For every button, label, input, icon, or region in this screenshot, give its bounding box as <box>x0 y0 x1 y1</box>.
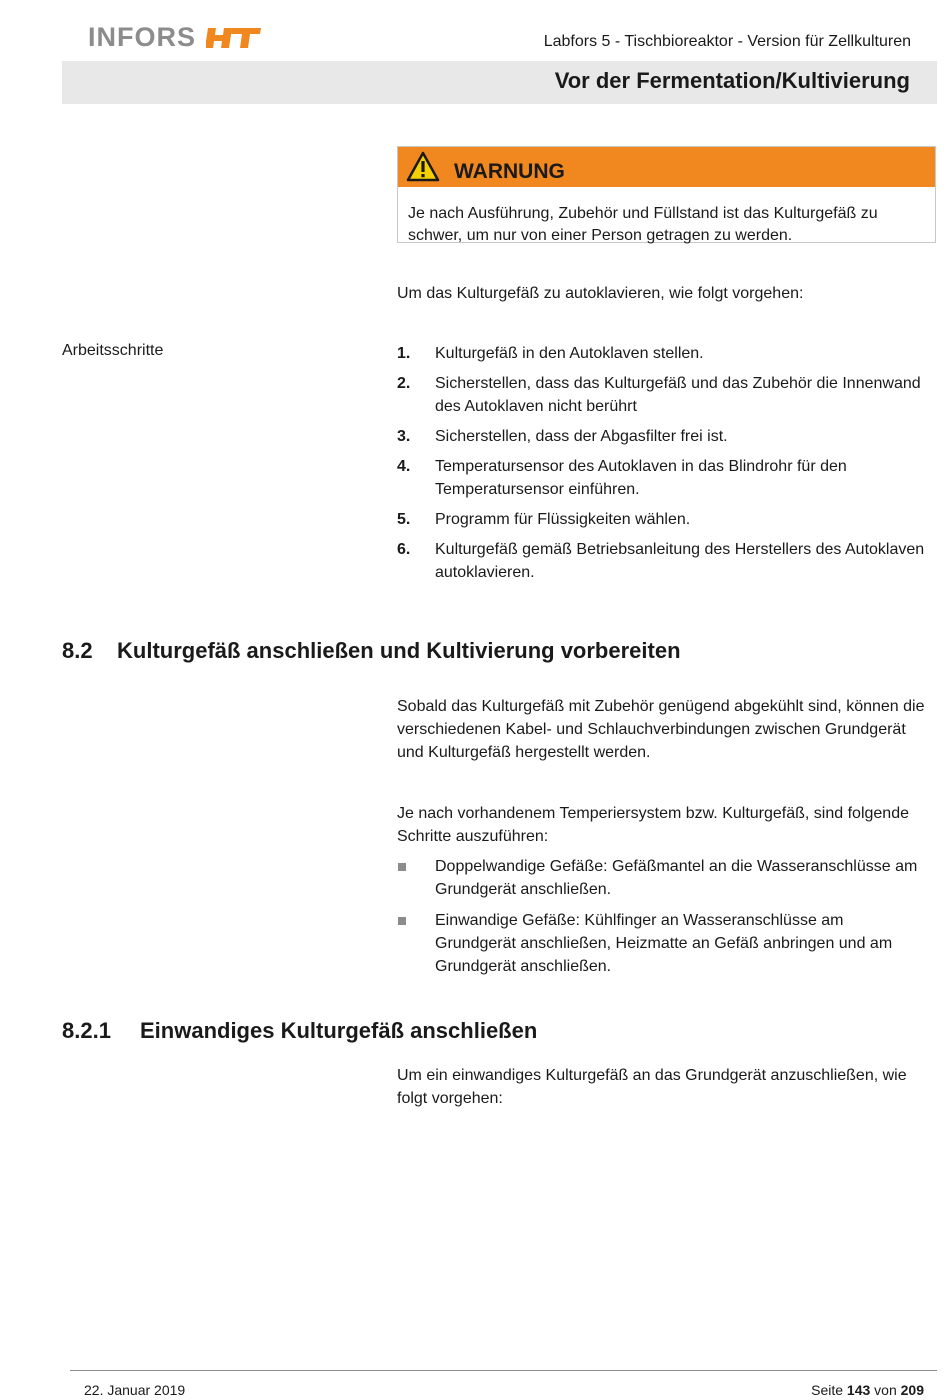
step-text: Kulturgefäß gemäß Betriebsanleitung des Herstellers des Autoklaven autoklavieren. <box>435 541 925 581</box>
heading-8-2 <box>62 638 681 664</box>
step-number: 6. <box>397 541 411 558</box>
section-title: Vor der Fermentation/Kultivierung <box>554 68 910 93</box>
page-prefix: Seite <box>811 1382 844 1398</box>
bullet-list <box>397 855 927 986</box>
footer-page-number <box>811 1382 924 1398</box>
page-total: 209 <box>900 1382 924 1398</box>
step-text: Programm für Flüssigkeiten wählen. <box>435 511 691 528</box>
footer-divider <box>70 1370 937 1371</box>
list-item <box>397 909 927 978</box>
heading-number: 8.2.1 <box>62 1018 111 1043</box>
bullet-text: Doppelwandige Gefäße: Gefäßmantel an die Wasseranschlüsse am Grundgerät anschließen. <box>435 858 918 898</box>
section-8-2-para1: Sobald das Kulturgefäß mit Zubehör genügend abgekühlt sind, können die verschiedenen Kabel- und Schlauchverbindungen zwischen Grundgerät und Kulturgefäß hergestellt werden. <box>397 698 925 761</box>
step-text: Kulturgefäß in den Autoklaven stellen. <box>435 345 704 362</box>
bullet-text: Einwandige Gefäße: Kühlfinger an Wasseranschlüsse am Grundgerät anschließen, Heizmatte an Gefäß anbringen und am Grundgerät anschließen. <box>435 912 893 975</box>
warning-text: Je nach Ausführung, Zubehör und Füllstand ist das Kulturgefäß zu schwer, um nur von einer Person getragen zu werden. <box>408 205 878 244</box>
list-item <box>397 508 927 531</box>
section-8-2-para2: Je nach vorhandenem Temperiersystem bzw. Kulturgefäß, sind folgende Schritte auszuführen: <box>397 805 909 845</box>
infors-logo <box>88 22 262 53</box>
heading-number: 8.2 <box>62 638 93 663</box>
document-title: Labfors 5 - Tischbioreaktor - Version für Zellkulturen <box>543 33 911 50</box>
bullet-square-icon <box>397 855 435 901</box>
step-text: Sicherstellen, dass der Abgasfilter frei ist. <box>435 428 728 445</box>
step-text: Sicherstellen, dass das Kulturgefäß und das Zubehör die Innenwand des Autoklaven nicht berührt <box>435 375 921 415</box>
section-8-2-1-para: Um ein einwandiges Kulturgefäß an das Grundgerät anzuschließen, wie folgt vorgehen: <box>397 1067 907 1107</box>
logo-text: INFORS <box>88 22 197 52</box>
steps-label: Arbeitsschritte <box>62 342 164 359</box>
steps-list <box>397 342 927 591</box>
list-item <box>397 425 927 448</box>
intro-text: Um das Kulturgefäß zu autoklavieren, wie folgt vorgehen: <box>397 285 804 302</box>
heading-title: Einwandiges Kulturgefäß anschließen <box>140 1018 538 1043</box>
warning-triangle-icon <box>406 151 440 183</box>
page-current: 143 <box>846 1382 871 1398</box>
list-item <box>397 538 927 584</box>
step-number: 4. <box>397 458 411 475</box>
step-text: Temperatursensor des Autoklaven in das Blindrohr für den Temperatursensor einführen. <box>435 458 847 498</box>
step-number: 3. <box>397 428 411 445</box>
heading-title: Kulturgefäß anschließen und Kultivierung vorbereiten <box>117 638 681 663</box>
warning-label: WARNUNG <box>454 160 565 183</box>
list-item <box>397 855 927 901</box>
bullet-square-icon <box>397 909 435 978</box>
step-number: 1. <box>397 345 411 362</box>
heading-8-2-1 <box>62 1018 537 1044</box>
list-item <box>397 342 927 365</box>
step-number: 2. <box>397 375 411 392</box>
page-mid: von <box>874 1382 897 1398</box>
ht-logo-mark <box>206 26 262 50</box>
step-number: 5. <box>397 511 411 528</box>
footer-date: 22. Januar 2019 <box>84 1382 186 1398</box>
warning-box <box>397 146 936 243</box>
warning-header <box>398 147 935 187</box>
list-item <box>397 372 927 418</box>
list-item <box>397 455 927 501</box>
